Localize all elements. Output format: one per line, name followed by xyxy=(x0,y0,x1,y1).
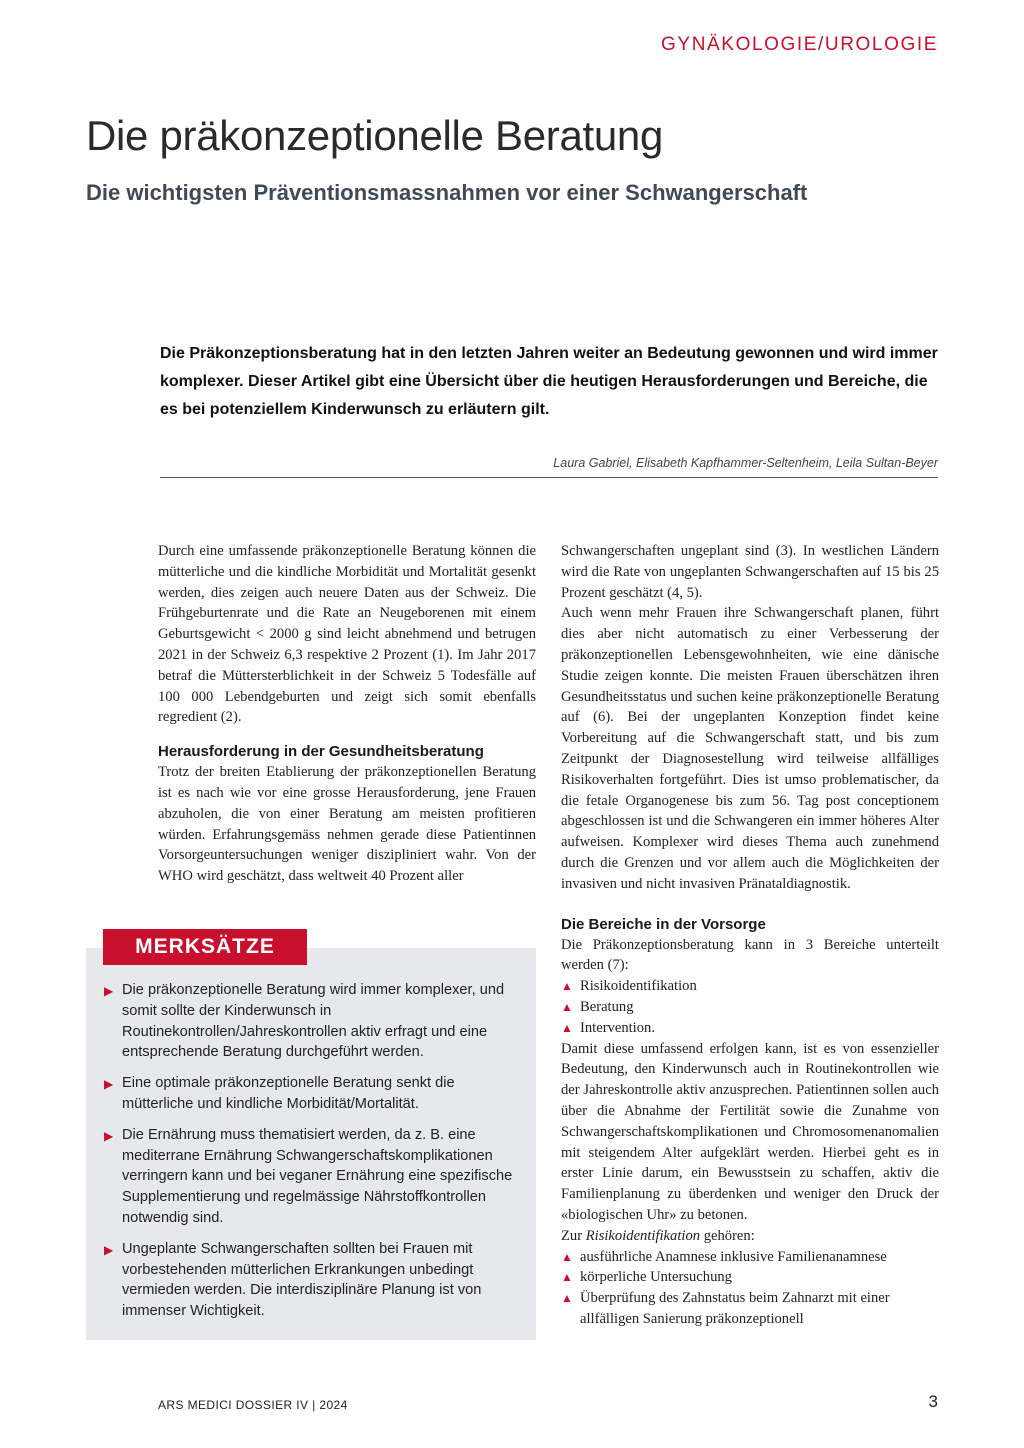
triangle-bullet-icon: ▲ xyxy=(561,1249,573,1264)
authors-line: Laura Gabriel, Elisabeth Kapfhammer-Seltenheim, Leila Sultan-Beyer xyxy=(553,456,938,470)
merksaetze-title: MERKSÄTZE xyxy=(103,929,307,965)
merksatz-item: ▶ Eine optimale präkonzeptionelle Beratung senkt die mütterliche und kindliche Morbidität/Mortalität. xyxy=(104,1075,455,1112)
bereiche-list xyxy=(561,976,939,1038)
triangle-bullet-icon: ▲ xyxy=(561,1291,573,1306)
merksaetze-list xyxy=(104,980,524,1332)
list-item: ▲ Risikoidentifikation xyxy=(561,976,939,997)
play-arrow-icon: ▶ xyxy=(104,1242,114,1257)
body-paragraph: Durch eine umfassende präkonzeptionelle Beratung können die mütterliche und die kindliche Morbidität und Mortalität gesenkt werden, dies zeigen auch neuere Daten aus der Schweiz. Die Frühgeburtenrate und die Rate an Neugeborenen mit einem Geburtsgewicht < 2000 g sind leicht abnehmend und betrugen 2021 in der Schweiz 6,3 respektive 2 Prozent (1). Im Jahr 2017 betraf die Müttersterblichkeit in der Schweiz 5 Todesfälle auf 100 000 Lebendgeburten und zeigt sich somit ebenfalls regredient (2). xyxy=(158,543,536,726)
body-paragraph: Die Präkonzeptionsberatung kann in 3 Bereiche unterteilt werden (7): xyxy=(561,936,939,974)
triangle-bullet-icon: ▲ xyxy=(561,1270,573,1285)
right-column xyxy=(561,541,939,1330)
play-arrow-icon: ▶ xyxy=(104,984,114,998)
page-number: 3 xyxy=(928,1392,938,1411)
play-arrow-icon: ▶ xyxy=(104,1128,114,1143)
divider-rule xyxy=(160,477,938,478)
merksatz-item: ▶ Ungeplante Schwangerschaften sollten bei Frauen mit vorbestehenden mütterlichen Erkrankungen unbedingt vermieden werden. Die interdisziplinäre Planung ist von immenser Wichtigkeit. xyxy=(104,1240,482,1320)
risiko-list xyxy=(561,1247,939,1330)
triangle-bullet-icon: ▲ xyxy=(561,1020,573,1035)
list-item: ▲ körperliche Untersuchung xyxy=(561,1267,939,1288)
merksatz-item: ▶ Die Ernährung muss thematisiert werden, da z. B. eine mediterrane Ernährung Schwangerschaftskomplikationen verringern kann und bei veganer Ernährung eine spezifische Supplementierung und regelmässige Nährstoffkontrollen notwendig sind. xyxy=(104,1126,513,1226)
body-paragraph: Trotz der breiten Etablierung der präkonzeptionellen Beratung ist es nach wie vor eine grosse Herausforderung, jene Frauen abzuholen, die von einer Beratung am meisten profitieren würden. Erfahrungsgemäss nehmen gerade diese Patientinnen Vorsorgeuntersuchungen weniger diszipliniert wahr. Von der WHO wird geschätzt, dass weltweit 40 Prozent aller xyxy=(158,764,536,885)
section-heading: Herausforderung in der Gesundheitsberatung xyxy=(158,743,484,761)
article-subtitle: Die wichtigsten Präventionsmassnahmen vor einer Schwangerschaft xyxy=(86,180,808,205)
merksatz-item: ▶ Die präkonzeptionelle Beratung wird immer komplexer, und somit sollte der Kinderwunsch in Routinekontrollen/Jahreskontrollen aktiv erfragt und eine entsprechende Beratung durchgeführt werden. xyxy=(104,982,505,1061)
left-column xyxy=(158,541,536,887)
list-item: ▲ Beratung xyxy=(561,997,939,1018)
triangle-bullet-icon: ▲ xyxy=(561,999,573,1014)
triangle-bullet-icon: ▲ xyxy=(561,979,573,994)
list-item: ▲ ausführliche Anamnese inklusive Familienanamnese xyxy=(561,1247,939,1268)
body-paragraph: Schwangerschaften ungeplant sind (3). In westlichen Ländern wird die Rate von ungeplanten Schwangerschaften auf 15 bis 25 Prozent geschätzt (4, 5). xyxy=(561,543,939,601)
list-item: ▲ Intervention. xyxy=(561,1018,939,1039)
footer-journal: ARS MEDICI DOSSIER IV | 2024 xyxy=(158,1398,348,1412)
body-paragraph: Damit diese umfassend erfolgen kann, ist es von essenzieller Bedeutung, den Kinderwunsch auch in Routinekontrollen wie der Jahreskontrolle aktiv anzusprechen. Patientinnen sollen auch über die Abnahme der Fertilität sowie die Zunahme von Schwangerschaftskomplikationen und Chromosomenanomalien mit steigendem Alter aufgeklärt werden. Hierbei geht es in erster Linie darum, ein Bewusstsein zu schaffen, aktiv die Familienplanung zu überdenken und weniger den Druck der «biologischen Uhr» zu betonen. xyxy=(561,1040,939,1223)
lead-paragraph: Die Präkonzeptionsberatung hat in den letzten Jahren weiter an Bedeutung gewonnen und wird immer komplexer. Dieser Artikel gibt eine Übersicht über die heutigen Herausforderungen und Bereiche, die es bei potenziellem Kinderwunsch zu erläutern gilt. xyxy=(160,345,938,418)
body-paragraph: Zur Risikoidentifikation gehören: xyxy=(561,1227,755,1244)
section-heading: Die Bereiche in der Vorsorge xyxy=(561,915,766,933)
section-label: GYNÄKOLOGIE/UROLOGIE xyxy=(661,34,938,55)
article-title: Die präkonzeptionelle Beratung xyxy=(86,112,664,159)
body-paragraph: Auch wenn mehr Frauen ihre Schwangerschaft planen, führt dies aber nicht automatisch zu einer Verbesserung der präkonzeptionellen Lebensgewohnheiten, wie eine dänische Studie zeigen konnte. Die meisten Frauen überschätzen ihren Gesundheitsstatus und suchen keine präkonzeptionelle Beratung auf (6). Bei der ungeplanten Konzeption findet keine Vorbereitung auf die Schwangerschaft statt, und bis zum Zeitpunkt der Diagnosestellung wird teilweise allfälliges Risikoverhalten fortgeführt. Dies ist umso problematischer, da die fetale Organogenese bis zum 56. Tag post conceptionem abgeschlossen ist und die Schwangeren ein immer höheres Alter aufweisen. Komplexer wird dieses Thema auch zunehmend durch die Grenzen und vor allem auch die Möglichkeiten der invasiven und nicht invasiven Pränataldiagnostik. xyxy=(561,605,939,892)
play-arrow-icon: ▶ xyxy=(104,1077,114,1092)
list-item: ▲ Überprüfung des Zahnstatus beim Zahnarzt mit einer allfälligen Sanierung präkonzeptionell xyxy=(561,1290,890,1327)
